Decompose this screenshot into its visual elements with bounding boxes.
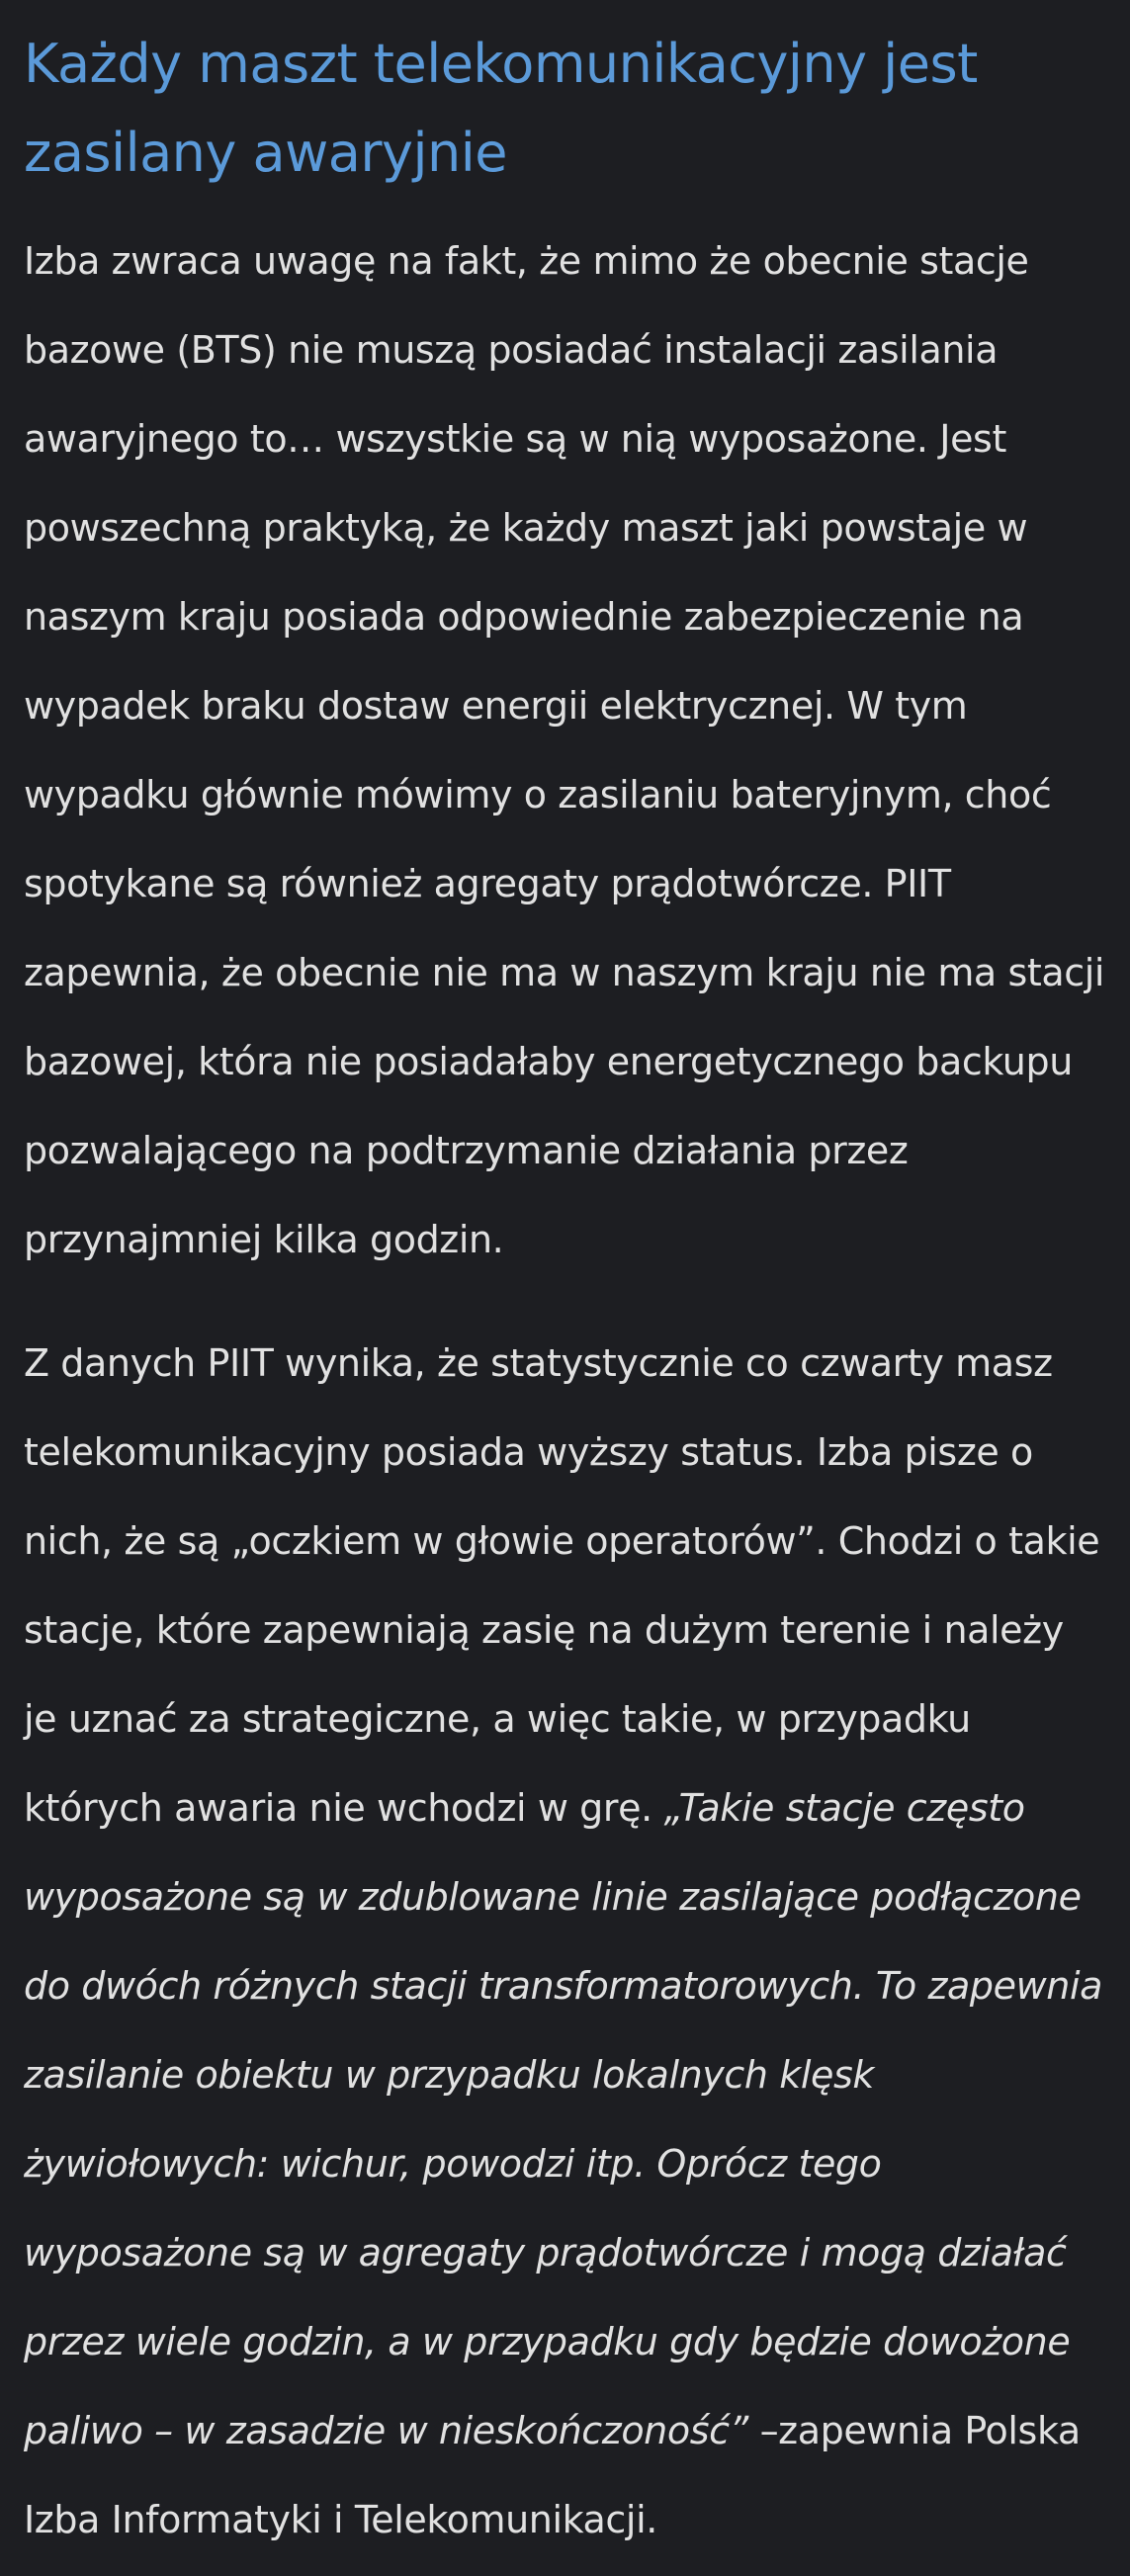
piit-quote: „Takie stacje często wyposażone są w zdublowane linie zasilające podłączone do dwóch różnych stacji transformatorowych. To zapewnia zasilanie obiektu w przypadku lokalnych klęsk żywiołowych: wichur, powodzi itp. Oprócz tego wyposażone są w agregaty prądotwórcze i mogą działać przez wiele godzin, a w przypadku gdy będzie dowożone paliwo – w zasadzie w nieskończoność”: [24, 1786, 1103, 2452]
article-heading: Każdy maszt telekomunikacyjny jest zasilany awaryjnie: [24, 33, 978, 184]
paragraph-2-attribution: –zapewnia Polska Izba Informatyki i Telekomunikacji.: [24, 2409, 1081, 2541]
article-paragraph-1: Izba zwraca uwagę na fakt, że mimo że obecnie stacje bazowe (BTS) nie muszą posiadać instalacji zasilania awaryjnego to… wszystkie są w nią wyposażone. Jest powszechną praktyką, że każdy maszt jaki powstaje w naszym kraju posiada odpowiednie zabezpieczenie na wypadek braku dostaw energii elektrycznej. W tym wypadku głównie mówimy o zasilaniu bateryjnym, choć spotykane są również agregaty prądotwórcze. PIIT zapewnia, że obecnie nie ma w naszym kraju nie ma stacji bazowej, która nie posiadałaby energetycznego backupu pozwalającego na podtrzymanie działania przez przynajmniej kilka godzin.: [24, 239, 1105, 1261]
paragraph-2-intro: Z danych PIIT wynika, że statystycznie co czwarty masz telekomunikacyjny posiada wyższy status. Izba pisze o nich, że są „oczkiem w głowie operatorów”. Chodzi o takie stacje, które zapewniają zasię na dużym terenie i należy je uznać za strategiczne, a więc takie, w przypadku których awaria nie wchodzi w grę.: [24, 1341, 1100, 1830]
article-paragraph-2: [24, 1319, 1106, 2564]
